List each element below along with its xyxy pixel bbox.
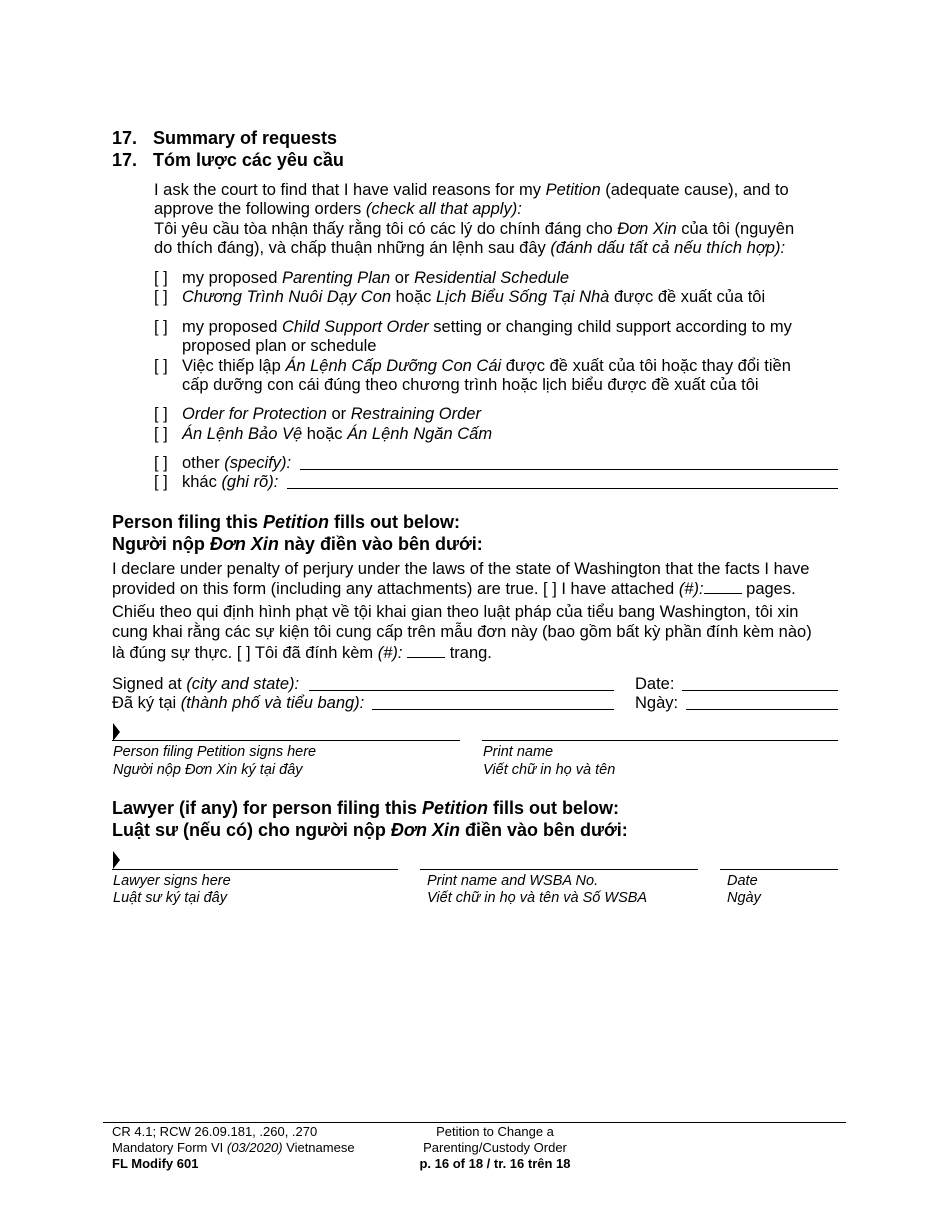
footer-divider	[103, 1122, 846, 1123]
intro-vi-line1: Tôi yêu cầu tòa nhận thấy rằng tôi có các lý do chính đáng cho Đơn Xin của tôi (nguyên	[154, 220, 795, 238]
filer-sign-label-vi: Người nộp Đơn Xin ký tại đây	[113, 762, 303, 778]
filer-heading-en: Person filing this Petition fills out below:	[112, 512, 461, 532]
declaration-vi-line2: cung khai rằng các sự kiện tôi cung cấp trên mẫu đơn này (bao gồm bất kỳ phần đính kèm nào)	[112, 623, 812, 641]
other-specify-field-en[interactable]	[300, 469, 838, 470]
lawyer-date-label-en: Date	[727, 873, 758, 889]
declaration-vi-line3: là đúng sự thực. [ ] Tôi đã đính kèm (#): trang.	[112, 644, 492, 662]
checkbox[interactable]: [ ]	[154, 425, 168, 443]
lawyer-date-label-vi: Ngày	[727, 890, 761, 906]
lawyer-print-label-vi: Viết chữ in họ và tên và Số WSBA	[427, 890, 648, 906]
lawyer-heading-vi: Luật sư (nếu có) cho người nộp Đơn Xin điền vào bên dưới:	[112, 820, 628, 840]
attached-pages-field[interactable]	[704, 579, 742, 594]
checkbox[interactable]: [ ]	[154, 405, 168, 423]
footer-doc-title-2: Parenting/Custody Order	[423, 1140, 567, 1155]
checkbox[interactable]: [ ]	[154, 269, 168, 287]
filer-signature-field[interactable]	[112, 740, 460, 741]
intro-en-line2: approve the following orders (check all that apply):	[154, 200, 522, 218]
attached-pages-field-vi[interactable]	[407, 643, 445, 658]
option-protection-en[interactable]: [ ] Order for Protection or Restraining Order	[154, 405, 481, 423]
footer-rule-citation: CR 4.1; RCW 26.09.181, .260, .270	[112, 1124, 318, 1139]
section-title-vi: Tóm lược các yêu cầu	[153, 150, 344, 170]
section-number-vi: 17.	[112, 150, 138, 170]
filer-heading-vi: Người nộp Đơn Xin này điền vào bên dưới:	[112, 534, 483, 554]
option-child-support-vi[interactable]: [ ] Việc thiếp lập Án Lệnh Cấp Dưỡng Con Cái được đề xuất của tôi hoặc thay đổi tiền	[154, 357, 791, 375]
signed-at-label-en: Signed at (city and state):	[112, 675, 300, 693]
option-parenting-plan-en[interactable]: [ ] my proposed Parenting Plan or Residential Schedule	[154, 269, 570, 287]
lawyer-print-label-en: Print name and WSBA No.	[427, 873, 599, 889]
intro-en-line1: I ask the court to find that I have valid reasons for my Petition (adequate cause), and to	[154, 181, 789, 199]
other-specify-field-vi[interactable]	[287, 488, 838, 489]
footer-doc-title-1: Petition to Change a	[436, 1124, 554, 1139]
option-protection-vi[interactable]: [ ] Án Lệnh Bảo Vệ hoặc Án Lệnh Ngăn Cấm	[154, 425, 493, 443]
signed-at-field-en[interactable]	[309, 690, 614, 691]
intro-vi-line2: do thích đáng), và chấp thuận những án lệnh sau đây (đánh dấu tất cả nếu thích hợp):	[154, 239, 786, 257]
signed-at-label-vi: Đã ký tại (thành phố và tiểu bang):	[112, 694, 365, 712]
declaration-en-line1: I declare under penalty of perjury under the laws of the state of Washington that the facts I have	[112, 560, 810, 578]
lawyer-heading-en: Lawyer (if any) for person filing this Petition fills out below:	[112, 798, 620, 818]
footer-form-id: FL Modify 601	[112, 1156, 199, 1171]
footer-page-number: p. 16 of 18 / tr. 16 trên 18	[419, 1156, 571, 1171]
footer-form-version: Mandatory Form VI (03/2020) Vietnamese	[112, 1140, 355, 1155]
option-parenting-plan-vi[interactable]: [ ] Chương Trình Nuôi Dạy Con hoặc Lịch Biểu Sống Tại Nhà được đề xuất của tôi	[154, 288, 766, 306]
lawyer-sign-here-arrow-icon	[113, 851, 120, 869]
filer-print-label-vi: Viết chữ in họ và tên	[483, 762, 616, 778]
declaration-en-line2: provided on this form (including any attachments) are true. [ ] I have attached (#): pages.	[112, 580, 796, 598]
lawyer-print-name-field[interactable]	[420, 869, 698, 870]
option-child-support-en-cont: proposed plan or schedule	[182, 337, 377, 355]
section-title-en: Summary of requests	[153, 128, 338, 148]
filer-print-name-field[interactable]	[482, 740, 838, 741]
option-other-vi[interactable]: [ ] khác (ghi rõ):	[154, 473, 279, 491]
lawyer-sign-label-en: Lawyer signs here	[113, 873, 231, 889]
signed-at-field-vi[interactable]	[372, 709, 614, 710]
declaration-vi-line1: Chiếu theo qui định hình phạt về tội khai gian theo luật pháp của tiểu bang Washington, tôi xin	[112, 603, 799, 621]
lawyer-signature-field[interactable]	[112, 869, 398, 870]
checkbox[interactable]: [ ]	[154, 473, 168, 491]
filer-sign-label-en: Person filing Petition signs here	[113, 744, 317, 760]
lawyer-sign-label-vi: Luật sư ký tại đây	[113, 890, 227, 906]
date-label-vi: Ngày:	[635, 694, 679, 712]
date-label-en: Date:	[635, 675, 675, 693]
filer-print-label-en: Print name	[483, 744, 554, 760]
checkbox[interactable]: [ ]	[154, 357, 168, 375]
date-field-en[interactable]	[682, 690, 838, 691]
checkbox[interactable]: [ ]	[154, 318, 168, 336]
lawyer-date-field[interactable]	[720, 869, 838, 870]
option-child-support-en[interactable]: [ ] my proposed Child Support Order setting or changing child support according to my	[154, 318, 792, 336]
option-other-en[interactable]: [ ] other (specify):	[154, 454, 292, 472]
date-field-vi[interactable]	[686, 709, 838, 710]
checkbox[interactable]: [ ]	[154, 288, 168, 306]
section-number-en: 17.	[112, 128, 138, 148]
option-child-support-vi-cont: cấp dưỡng con cái đúng theo chương trình hoặc lịch biểu được đề xuất của tôi	[182, 376, 759, 394]
sign-here-arrow-icon	[113, 723, 120, 741]
checkbox[interactable]: [ ]	[154, 454, 168, 472]
